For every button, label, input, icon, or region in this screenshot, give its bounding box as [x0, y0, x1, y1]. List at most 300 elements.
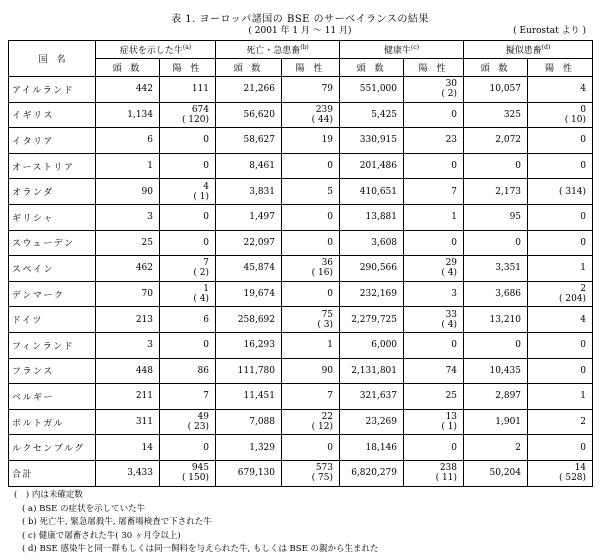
country-cell: ルクセンブルグ: [9, 435, 96, 461]
country-cell: イギリス: [9, 102, 96, 128]
heads-cell: [464, 230, 528, 256]
value: 0: [580, 135, 587, 146]
heads-cell: [216, 204, 282, 230]
value: 56,620: [243, 109, 275, 120]
value: 0: [580, 442, 587, 453]
positive-cell: [404, 435, 464, 461]
value: 90: [321, 365, 334, 376]
value: 330,915: [359, 135, 398, 146]
value: 0: [327, 237, 334, 248]
heads-cell: [340, 384, 404, 410]
value: 3: [451, 289, 458, 300]
positive-cell: [404, 179, 464, 205]
value: 573: [315, 463, 334, 474]
positive-cell: [528, 179, 593, 205]
table-period: ( 2001 年 1 月 ～ 11 月): [248, 26, 352, 36]
value: 2: [580, 417, 587, 428]
positive-header: 陽 性: [282, 59, 340, 77]
positive-cell: [404, 307, 464, 333]
country-cell: スペイン: [9, 256, 96, 282]
value: 13: [445, 412, 458, 423]
heads-cell: [216, 332, 282, 358]
value: 7,088: [249, 417, 275, 428]
heads-cell: [340, 307, 404, 333]
value: 448: [135, 365, 153, 376]
value: 0: [451, 442, 458, 453]
value: 0: [203, 340, 209, 351]
heads-cell: [216, 153, 282, 179]
positive-cell: [160, 230, 216, 256]
heads-cell: [96, 102, 160, 128]
positive-cell: [282, 256, 340, 282]
value: 1: [451, 212, 458, 223]
heads-cell: [96, 153, 160, 179]
footnotes: [14, 489, 379, 557]
value: 551,000: [359, 84, 398, 95]
country-cell: デンマーク: [9, 281, 96, 307]
value: 1: [327, 340, 334, 351]
heads-cell: [216, 230, 282, 256]
value: 0: [203, 161, 209, 172]
heads-header: 頭 数: [340, 59, 404, 77]
positive-cell: [404, 128, 464, 154]
value: 410,651: [359, 186, 398, 197]
positive-cell: [528, 204, 593, 230]
value: 232,169: [359, 289, 398, 300]
undetermined-value: ( 3): [317, 319, 334, 330]
value: 1,901: [495, 417, 522, 428]
positive-cell: [160, 256, 216, 282]
heads-header: 頭 数: [464, 59, 528, 77]
positive-cell: [282, 307, 340, 333]
heads-cell: [464, 179, 528, 205]
value: 0: [203, 135, 209, 146]
value: 1: [580, 263, 587, 274]
country-cell: フランス: [9, 358, 96, 384]
group-header-symptomatic: 症状を示した牛$^{(a)}$: [96, 41, 216, 59]
heads-cell: [464, 153, 528, 179]
value: 0: [327, 161, 334, 172]
value: 49: [197, 412, 209, 423]
value: 8,461: [249, 161, 275, 172]
value: 7: [451, 186, 458, 197]
positive-cell: [282, 102, 340, 128]
value: 0: [451, 109, 458, 120]
table-row: [9, 179, 593, 205]
value: 13,881: [365, 212, 398, 223]
value: 4: [580, 84, 587, 95]
value: 22: [321, 412, 334, 423]
undetermined-value: ( 44): [311, 114, 334, 125]
value: 0: [203, 237, 209, 248]
value: 325: [503, 109, 522, 120]
country-cell: ドイツ: [9, 307, 96, 333]
positive-cell: [404, 230, 464, 256]
value: 3,608: [371, 237, 398, 248]
value: 258,692: [237, 314, 275, 325]
heads-cell: [96, 435, 160, 461]
table-row: [9, 153, 593, 179]
country-cell: イタリア: [9, 128, 96, 154]
table-row: [9, 128, 593, 154]
heads-cell: [464, 77, 528, 103]
positive-cell: [528, 358, 593, 384]
positive-cell: [282, 332, 340, 358]
positive-cell: [528, 435, 593, 461]
positive-cell: [282, 281, 340, 307]
sub-header-row: [9, 59, 593, 77]
heads-header: 頭 数: [216, 59, 282, 77]
positive-cell: [282, 384, 340, 410]
positive-cell: [528, 307, 593, 333]
group-header-suspect: 擬似患畜$^{(d)}$: [464, 41, 593, 59]
country-cell: ベルギー: [9, 384, 96, 410]
heads-cell: [216, 384, 282, 410]
positive-cell: [160, 204, 216, 230]
heads-cell: [340, 460, 404, 486]
value: 1: [203, 284, 209, 295]
heads-cell: [464, 358, 528, 384]
positive-cell: [404, 358, 464, 384]
value: 3,831: [249, 186, 275, 197]
value: 2,897: [495, 391, 522, 402]
heads-cell: [340, 179, 404, 205]
heads-cell: [464, 332, 528, 358]
heads-cell: [216, 256, 282, 282]
undetermined-value: ( 23): [187, 422, 209, 433]
positive-cell: [282, 460, 340, 486]
table-row: [9, 409, 593, 435]
heads-cell: [340, 409, 404, 435]
group-header-row: [9, 41, 593, 59]
value: 33: [445, 309, 458, 320]
heads-cell: [464, 128, 528, 154]
value: 211: [135, 391, 153, 402]
table-row: [9, 230, 593, 256]
positive-cell: [282, 179, 340, 205]
positive-cell: [160, 409, 216, 435]
value: 50,204: [489, 468, 522, 479]
value: 21,266: [243, 84, 275, 95]
value: 79: [321, 84, 334, 95]
value: 45,874: [243, 263, 275, 274]
value: 2: [515, 442, 522, 453]
value: 4: [203, 181, 209, 192]
positive-cell: [282, 77, 340, 103]
table-row: [9, 281, 593, 307]
heads-cell: [216, 102, 282, 128]
country-header: 国 名: [9, 41, 96, 77]
value: 239: [315, 104, 334, 115]
positive-cell: [404, 384, 464, 410]
heads-cell: [96, 460, 160, 486]
value: 58,627: [243, 135, 275, 146]
value: 111: [191, 84, 209, 95]
heads-cell: [96, 384, 160, 410]
group-header-fallen-stock: 死亡・急患畜$^{(b)}$: [216, 41, 340, 59]
heads-cell: [464, 307, 528, 333]
value: 311: [135, 417, 153, 428]
value: 7: [203, 391, 209, 402]
positive-cell: [528, 77, 593, 103]
heads-cell: [464, 281, 528, 307]
value: 18,146: [365, 442, 398, 453]
country-cell: アイルランド: [9, 77, 96, 103]
value: 14: [141, 442, 153, 453]
value: 11,451: [243, 391, 275, 402]
heads-cell: [340, 281, 404, 307]
country-cell: 合計: [9, 460, 96, 486]
undetermined-value: ( 1): [193, 191, 209, 202]
positive-cell: [160, 179, 216, 205]
heads-cell: [464, 204, 528, 230]
value: 6,000: [371, 340, 398, 351]
undetermined-value: ( 204): [558, 294, 587, 305]
positive-cell: [528, 409, 593, 435]
positive-cell: [160, 307, 216, 333]
heads-cell: [96, 358, 160, 384]
positive-cell: [404, 77, 464, 103]
positive-cell: [528, 384, 593, 410]
table-row: [9, 102, 593, 128]
table-row: [9, 460, 593, 486]
value: 0: [515, 161, 522, 172]
value: 14: [574, 463, 587, 474]
table-source: ( Eurostat より ): [513, 26, 586, 36]
value: 201,486: [359, 161, 398, 172]
value: 19,674: [243, 289, 275, 300]
heads-cell: [340, 332, 404, 358]
table-row: [9, 358, 593, 384]
positive-cell: [282, 153, 340, 179]
value: 0: [327, 289, 334, 300]
positive-cell: [282, 435, 340, 461]
heads-cell: [216, 281, 282, 307]
value: 29: [445, 258, 458, 269]
heads-cell: [96, 179, 160, 205]
value: 4: [580, 314, 587, 325]
country-cell: オーストリア: [9, 153, 96, 179]
value: 2,279,725: [351, 314, 398, 325]
undetermined-value: ( 314): [558, 186, 587, 197]
heads-cell: [340, 204, 404, 230]
positive-cell: [160, 460, 216, 486]
value: 0: [580, 104, 587, 115]
heads-cell: [464, 435, 528, 461]
heads-cell: [96, 230, 160, 256]
positive-header: 陽 性: [160, 59, 216, 77]
heads-cell: [340, 153, 404, 179]
heads-cell: [96, 204, 160, 230]
country-cell: スウェーデン: [9, 230, 96, 256]
heads-cell: [340, 230, 404, 256]
positive-cell: [404, 153, 464, 179]
positive-cell: [528, 128, 593, 154]
footnote-d: ( d) BSE 感染牛と同一群もしくは同一飼料を与えられた牛, もしくは BSE の親から生まれた: [22, 544, 379, 554]
value: 6,820,279: [351, 468, 398, 479]
value: 945: [191, 463, 209, 474]
positive-cell: [404, 256, 464, 282]
value: 0: [515, 237, 522, 248]
value: 2: [580, 284, 587, 295]
value: 0: [451, 340, 458, 351]
positive-cell: [528, 332, 593, 358]
value: 0: [515, 340, 522, 351]
heads-cell: [464, 256, 528, 282]
value: 16,293: [243, 340, 275, 351]
heads-cell: [96, 77, 160, 103]
undetermined-value: ( 12): [311, 422, 334, 433]
table-title: 表 1. ヨーロッパ諸国の BSE のサーベイランスの結果: [171, 14, 429, 25]
undetermined-value: ( 75): [311, 473, 334, 484]
value: 36: [321, 258, 334, 269]
heads-cell: [96, 281, 160, 307]
table-row: [9, 384, 593, 410]
positive-cell: [160, 358, 216, 384]
footnote-b: ( b) 死亡牛, 緊急屠殺牛, 屠畜場検査で下された牛: [22, 517, 212, 527]
value: 23: [445, 135, 458, 146]
value: 3,433: [127, 468, 153, 479]
heads-cell: [216, 409, 282, 435]
footnote-undetermined: ( ) 内は未確定数: [14, 490, 83, 500]
positive-cell: [160, 281, 216, 307]
heads-cell: [216, 307, 282, 333]
group-header-healthy: 健康牛$^{(c)}$: [340, 41, 464, 59]
heads-cell: [216, 358, 282, 384]
heads-cell: [96, 332, 160, 358]
undetermined-value: ( 150): [181, 473, 209, 484]
value: 2,173: [495, 186, 522, 197]
value: 0: [451, 237, 458, 248]
value: 10,057: [489, 84, 522, 95]
positive-cell: [528, 281, 593, 307]
footnote-c: ( c) 健康で屠畜された牛( 30 ヶ月令以上): [22, 530, 181, 541]
positive-cell: [160, 153, 216, 179]
positive-cell: [528, 460, 593, 486]
positive-cell: [528, 153, 593, 179]
value: 3: [147, 340, 153, 351]
positive-cell: [528, 230, 593, 256]
value: 0: [327, 442, 334, 453]
footnote-a: ( a) BSE の症状を示していた牛: [22, 503, 146, 514]
positive-cell: [160, 384, 216, 410]
heads-cell: [96, 307, 160, 333]
heads-cell: [96, 256, 160, 282]
value: 0: [580, 365, 587, 376]
undetermined-value: ( 4): [441, 268, 458, 279]
heads-cell: [340, 77, 404, 103]
value: 95: [509, 212, 522, 223]
table-row: [9, 204, 593, 230]
value: 6: [147, 135, 153, 146]
value: 321,637: [359, 391, 398, 402]
value: 0: [203, 442, 209, 453]
heads-cell: [216, 77, 282, 103]
country-cell: フィンランド: [9, 332, 96, 358]
value: 674: [191, 104, 209, 115]
undetermined-value: ( 11): [435, 473, 458, 484]
value: 74: [445, 365, 458, 376]
value: 679,130: [237, 468, 275, 479]
positive-cell: [282, 230, 340, 256]
value: 0: [451, 161, 458, 172]
positive-header: 陽 性: [528, 59, 593, 77]
positive-cell: [160, 435, 216, 461]
heads-cell: [216, 460, 282, 486]
value: 19: [321, 135, 334, 146]
positive-cell: [160, 332, 216, 358]
value: 22,097: [243, 237, 275, 248]
undetermined-value: ( 4): [193, 294, 209, 305]
undetermined-value: ( 10): [564, 114, 587, 125]
heads-cell: [96, 409, 160, 435]
heads-cell: [340, 128, 404, 154]
positive-cell: [528, 256, 593, 282]
heads-cell: [340, 256, 404, 282]
country-cell: ポルトガル: [9, 409, 96, 435]
value: 238: [439, 463, 458, 474]
value: 1: [580, 391, 587, 402]
value: 70: [141, 289, 153, 300]
table-row: [9, 256, 593, 282]
value: 75: [321, 309, 334, 320]
value: 25: [141, 237, 153, 248]
positive-cell: [404, 281, 464, 307]
undetermined-value: ( 16): [311, 268, 334, 279]
country-cell: オランダ: [9, 179, 96, 205]
heads-cell: [464, 409, 528, 435]
heads-header: 頭 数: [96, 59, 160, 77]
value: 7: [327, 391, 334, 402]
value: 0: [580, 237, 587, 248]
positive-cell: [160, 102, 216, 128]
heads-cell: [464, 384, 528, 410]
undetermined-value: ( 120): [181, 114, 209, 125]
heads-cell: [96, 128, 160, 154]
heads-cell: [216, 179, 282, 205]
positive-cell: [282, 358, 340, 384]
heads-cell: [340, 435, 404, 461]
positive-cell: [160, 128, 216, 154]
positive-cell: [404, 460, 464, 486]
heads-cell: [464, 102, 528, 128]
positive-cell: [404, 332, 464, 358]
positive-cell: [282, 409, 340, 435]
heads-cell: [216, 128, 282, 154]
value: 111,780: [237, 365, 275, 376]
value: 2,072: [495, 135, 522, 146]
positive-cell: [404, 409, 464, 435]
value: 442: [135, 84, 153, 95]
heads-cell: [340, 358, 404, 384]
value: 1: [147, 161, 153, 172]
value: 25: [445, 391, 458, 402]
heads-cell: [464, 460, 528, 486]
value: 6: [203, 314, 209, 325]
heads-cell: [340, 102, 404, 128]
value: 1,329: [249, 442, 275, 453]
value: 213: [135, 314, 153, 325]
value: 3,351: [495, 263, 522, 274]
undetermined-value: ( 1): [441, 422, 458, 433]
value: 13,210: [489, 314, 522, 325]
value: 0: [580, 212, 587, 223]
value: 7: [203, 258, 209, 269]
value: 90: [141, 186, 153, 197]
positive-cell: [160, 77, 216, 103]
positive-cell: [528, 102, 593, 128]
positive-cell: [282, 204, 340, 230]
